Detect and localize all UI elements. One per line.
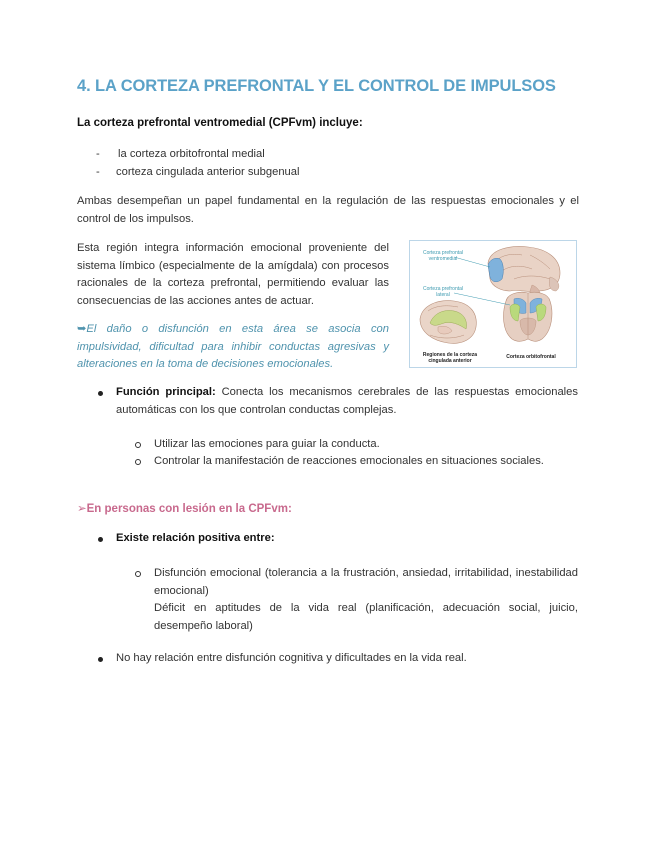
funcion-principal-text: Conecta los mecanismos cerebrales de las respuestas emocionales automáticas con los que controlan conductas complejas. bbox=[116, 386, 578, 416]
relacion-positiva-heading: Existe relación positiva entre: bbox=[116, 532, 275, 544]
funcion-principal-item bbox=[116, 384, 578, 419]
note-paragraph bbox=[77, 321, 389, 374]
sagittal-brain-icon bbox=[488, 247, 560, 300]
lesion-heading-text: En personas con lesión en la CPFvm: bbox=[86, 503, 292, 515]
bullet-dot-icon bbox=[98, 391, 103, 396]
figure-caption-left: Regiones de la corteza cingulada anterior bbox=[422, 352, 478, 364]
lesion-item-emocional: Disfunción emocional (tolerancia a la frustración, ansiedad, irritabilidad, inestabilidad emocional) bbox=[154, 567, 578, 597]
list-item-text: corteza cingulada anterior subgenual bbox=[116, 166, 300, 178]
section-subheading: La corteza prefrontal ventromedial (CPFvm) incluye: bbox=[77, 117, 363, 129]
circle-bullet-icon bbox=[135, 571, 141, 577]
lesion-item-aptitudes: Déficit en aptitudes de la vida real (planificación, adecuación social, juicio, desempeño laboral) bbox=[154, 602, 578, 632]
list-item-text: la corteza orbitofrontal medial bbox=[118, 148, 265, 160]
bullet-dot-icon bbox=[98, 657, 103, 662]
figure-label-lateral: Corteza prefrontal lateral bbox=[422, 286, 464, 298]
note-arrow-icon: ➥ bbox=[77, 323, 87, 335]
paragraph-2: Esta región integra información emocional proveniente del sistema límbico (especialmente de la amígdala) con procesos racionales de la corteza prefrontal, permitiendo evaluar las consecuencias de las acciones antes de actuar. bbox=[77, 242, 389, 307]
lesion-heading bbox=[77, 501, 292, 515]
list-item bbox=[96, 166, 299, 178]
figure-label-ventromedial: Corteza prefrontal ventromedial bbox=[422, 250, 464, 262]
list-item bbox=[96, 148, 265, 160]
medial-brain-icon bbox=[420, 301, 476, 344]
note-text: El daño o disfunción en esta área se asocia con impulsividad, dificultad para inhibir conductas agresivas y alteraciones en la toma de decisiones emocionales. bbox=[77, 323, 389, 370]
figure-caption-right: Corteza orbitofrontal bbox=[506, 354, 556, 360]
brain-figure bbox=[409, 240, 577, 368]
funcion-subitem: Controlar la manifestación de reacciones emocionales en situaciones sociales. bbox=[154, 455, 544, 467]
dash-bullet: - bbox=[96, 148, 100, 160]
paragraph-1: Ambas desempeñan un papel fundamental en la regulación de las respuestas emocionales y el control de los impulsos. bbox=[77, 195, 579, 225]
funcion-subitem: Utilizar las emociones para guiar la conducta. bbox=[154, 438, 380, 450]
funcion-principal-label: Función principal: bbox=[116, 386, 216, 398]
circle-bullet-icon bbox=[135, 442, 141, 448]
no-relacion-item: No hay relación entre disfunción cognitiva y dificultades en la vida real. bbox=[116, 652, 467, 664]
bullet-dot-icon bbox=[98, 537, 103, 542]
ventral-brain-icon bbox=[504, 292, 552, 341]
dash-bullet: - bbox=[96, 166, 100, 178]
page-title: 4. LA CORTEZA PREFRONTAL Y EL CONTROL DE IMPULSOS bbox=[77, 77, 556, 95]
circle-bullet-icon bbox=[135, 459, 141, 465]
lesion-arrow-icon: ➢ bbox=[77, 503, 87, 515]
